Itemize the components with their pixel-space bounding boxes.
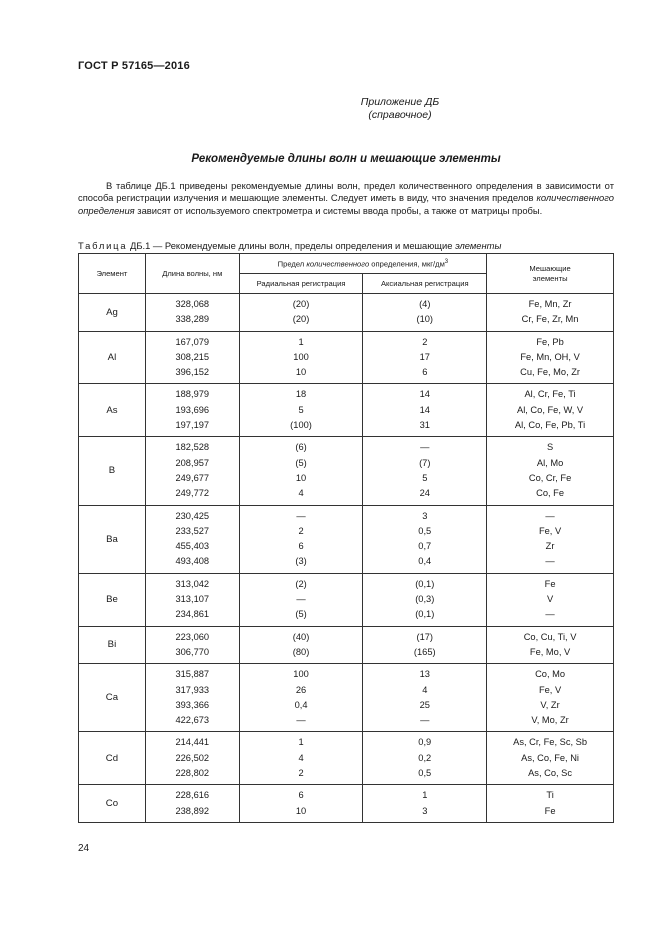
cell-value: 5 [298,404,304,415]
cell-value: 0,5 [418,768,432,779]
wavelength-cell [145,505,239,573]
interfering-cell [487,732,614,785]
interfering-cell [487,505,614,573]
interfering-cell [487,664,614,732]
cell-value: 238,892 [175,805,210,816]
cell-value: (10) [416,314,434,325]
cell-value: Al, Mo [536,457,564,468]
cell-value: 10 [295,472,307,483]
radial-cell [239,384,363,437]
cell-value: 24 [419,488,430,499]
cell-value: 188,979 [175,389,210,400]
cell-value: 317,933 [175,684,210,695]
cell-value: 249,677 [175,472,210,483]
intro-text-1: В таблице ДБ.1 приведены рекомендуемые длины волн, предел количественного определения в зависимости от способа регистрации излучения и мешающие элементы. Следует иметь в виду, что значения пределов [78,180,614,204]
wavelength-cell [145,573,239,626]
cell-value: (0,1) [415,609,435,620]
cell-value: 197,197 [175,420,210,431]
element-cell: Bi [79,626,146,664]
cell-value: 6 [298,541,304,552]
wavelength-cell [145,732,239,785]
header-radial: Радиальная регистрация [239,274,363,294]
cell-value: 6 [422,367,428,378]
wavelength-cell [145,785,239,823]
caption-italic: элементы [455,240,502,251]
cell-value: 338,289 [175,314,210,325]
element-cell: Ba [79,505,146,573]
cell-value: 396,152 [175,367,210,378]
appendix-label: Приложение ДБ [360,96,440,108]
header-interfering: Мешающие элементы [487,254,614,294]
cell-value: Ti [546,790,554,801]
intro-paragraph [78,180,614,217]
axial-cell [363,437,487,505]
cell-value: (17) [416,631,434,642]
cell-value: Fe, Mo, V [529,646,571,657]
cell-value: 313,107 [175,594,210,605]
radial-cell [239,505,363,573]
cell-value: As, Cr, Fe, Sc, Sb [513,737,588,748]
cell-value: 313,042 [175,578,210,589]
cell-value: (5) [295,457,307,468]
cell-value: 233,527 [175,525,210,536]
intro-text-2: зависят от используемого спектрометра и системы ввода пробы, а также от матрицы пробы. [134,204,543,216]
cell-value: S [546,442,554,453]
intro-text-italic: количественного определения [78,192,614,216]
radial-cell [239,785,363,823]
cell-value: Fe, Mn, Zr [528,299,572,309]
cell-value: 249,772 [175,488,210,499]
axial-cell [363,294,487,332]
cell-value: 306,770 [175,646,210,657]
header-wavelength: Длина волны, нм [145,254,239,294]
cell-value: 422,673 [175,715,210,726]
cell-value: 31 [419,420,430,431]
cell-value: 3 [422,510,428,521]
cell-value: 223,060 [175,631,210,642]
wavelength-cell [145,294,239,332]
cell-value: Fe, Pb [536,336,564,347]
interfering-cell [487,573,614,626]
cell-value: (0,3) [415,594,435,605]
radial-cell [239,573,363,626]
page-number: 24 [78,843,90,854]
interfering-cell [487,437,614,505]
cell-value: 100 [293,351,309,362]
radial-cell [239,331,363,384]
cell-value: 208,957 [175,457,210,468]
table-row [79,384,614,437]
cell-value: 455,403 [175,541,210,552]
radial-cell [239,664,363,732]
cell-value: 182,528 [175,442,210,453]
cell-value: Co, Fe [536,488,565,499]
cell-value: Co, Cu, Ti, V [523,631,577,642]
cell-value: — [296,594,306,605]
element-cell: Ag [79,294,146,332]
cell-value: 10 [295,367,307,378]
header-axial: Аксиальная регистрация [363,274,487,294]
element-cell: Al [79,331,146,384]
cell-value: As, Co, Sc [528,768,573,779]
cell-value: 10 [295,805,307,816]
cell-value: — [545,510,555,521]
cell-value: Al, Cr, Fe, Ti [524,389,576,400]
cell-value: As, Co, Fe, Ni [521,752,579,763]
element-cell: Ca [79,664,146,732]
wavelength-cell [145,437,239,505]
element-cell: Be [79,573,146,626]
interfering-cell [487,294,614,332]
cell-value: 1 [422,790,428,801]
cell-value: (80) [292,646,310,657]
cell-value: 214,441 [175,737,210,748]
cell-value: 228,616 [175,790,210,801]
cell-value: 4 [298,752,304,763]
table-row [79,505,614,573]
table-row [79,573,614,626]
cell-value: — [545,556,555,567]
header-element: Элемент [79,254,146,294]
cell-value: — [420,715,430,726]
interfering-cell [487,384,614,437]
cell-value: — [296,715,306,726]
table-row [79,785,614,823]
axial-cell [363,505,487,573]
cell-value: 26 [295,684,307,695]
cell-value: 315,887 [175,669,210,680]
cell-value: Co, Cr, Fe [528,472,572,483]
cell-value: 0,7 [418,541,432,552]
radial-cell [239,626,363,664]
wavelength-cell [145,384,239,437]
cell-value: Fe, V [538,525,562,536]
cell-value: 308,215 [175,351,210,362]
cell-value: 6 [298,790,304,801]
cell-value: 3 [422,805,428,816]
cell-value: (165) [413,646,436,657]
cell-value: (0,1) [415,578,435,589]
cell-value: Fe [544,805,556,816]
cell-value: (20) [292,299,310,309]
cell-value: 100 [293,669,309,680]
cell-value: Fe, V [538,684,562,695]
cell-value: 0,2 [418,752,432,763]
cell-value: 1 [298,336,304,347]
cell-value: V [546,594,554,605]
cell-value: 4 [298,488,304,499]
caption-label: Таблица [78,240,128,251]
wavelength-cell [145,626,239,664]
cell-value: — [545,609,555,620]
cell-value: 234,861 [175,609,210,620]
cell-value: V, Zr [540,699,560,710]
cell-value: 0,4 [418,556,432,567]
interfering-cell [487,785,614,823]
wavelength-table [78,253,614,823]
cell-value: 230,425 [175,510,210,521]
radial-cell [239,732,363,785]
cell-value: 0,9 [418,737,432,748]
wavelength-cell [145,664,239,732]
section-title: Рекомендуемые длины волн и мешающие элементы [191,153,501,165]
cell-value: Fe [544,578,556,589]
cell-value: 0,5 [418,525,432,536]
table-row [79,664,614,732]
cell-value: (2) [295,578,307,589]
wavelength-cell [145,331,239,384]
cell-value: 0,4 [294,699,308,710]
cell-value: Al, Co, Fe, Pb, Ti [514,420,586,431]
table-caption [78,240,501,251]
cell-value: 13 [419,669,430,680]
cell-value: (20) [292,314,310,325]
axial-cell [363,732,487,785]
appendix-heading [300,96,500,122]
element-cell: Cd [79,732,146,785]
cell-value: 228,802 [175,768,210,779]
cell-value: Cr, Fe, Zr, Mn [521,314,579,325]
table-row [79,437,614,505]
cell-value: (100) [290,420,312,431]
radial-cell [239,294,363,332]
cell-value: (5) [295,609,307,620]
interfering-cell [487,331,614,384]
cell-value: Zr [545,541,555,552]
table-row [79,732,614,785]
radial-cell [239,437,363,505]
cell-value: 393,366 [175,699,210,710]
element-cell: As [79,384,146,437]
table-row [79,331,614,384]
cell-value: (40) [292,631,310,642]
cell-value: 193,696 [175,404,210,415]
standard-id: ГОСТ Р 57165—2016 [78,60,190,72]
cell-value: 2 [298,768,304,779]
cell-value: 2 [298,525,304,536]
cell-value: 4 [422,684,428,695]
interfering-cell [487,626,614,664]
axial-cell [363,626,487,664]
axial-cell [363,785,487,823]
cell-value: 14 [419,404,430,415]
cell-value: 1 [298,737,304,748]
axial-cell [363,573,487,626]
header-limit: Предел количественного определения, мкг/$дм^3$ [239,254,486,274]
table-row [79,294,614,332]
cell-value: 493,408 [175,556,210,567]
cell-value: 14 [419,389,430,400]
table-row [79,626,614,664]
cell-value: 18 [295,389,307,400]
cell-value: (6) [295,442,307,453]
cell-value: 226,502 [175,752,210,763]
caption-text: ДБ.1 — Рекомендуемые длины волн, пределы определения и мешающие [127,240,456,251]
element-cell: Co [79,785,146,823]
cell-value: 2 [422,336,428,347]
cell-value: 25 [419,699,430,710]
axial-cell [363,664,487,732]
axial-cell [363,331,487,384]
cell-value: — [296,510,306,521]
cell-value: (3) [295,556,307,567]
cell-value: Fe, Mn, OH, V [520,351,580,362]
cell-value: (4) [419,299,431,309]
cell-value: Al, Co, Fe, W, V [517,404,584,415]
table-body [79,294,614,823]
cell-value: Cu, Fe, Mo, Zr [520,367,581,378]
cell-value: V, Mo, Zr [531,715,569,726]
appendix-type: (справочное) [368,109,432,121]
cell-value: 328,068 [175,299,210,309]
cell-value: 17 [419,351,430,362]
cell-value: — [420,442,430,453]
axial-cell [363,384,487,437]
cell-value: (7) [419,457,431,468]
element-cell: B [79,437,146,505]
cell-value: 167,079 [175,336,210,347]
cell-value: 5 [422,472,428,483]
cell-value: Co, Mo [535,669,566,680]
